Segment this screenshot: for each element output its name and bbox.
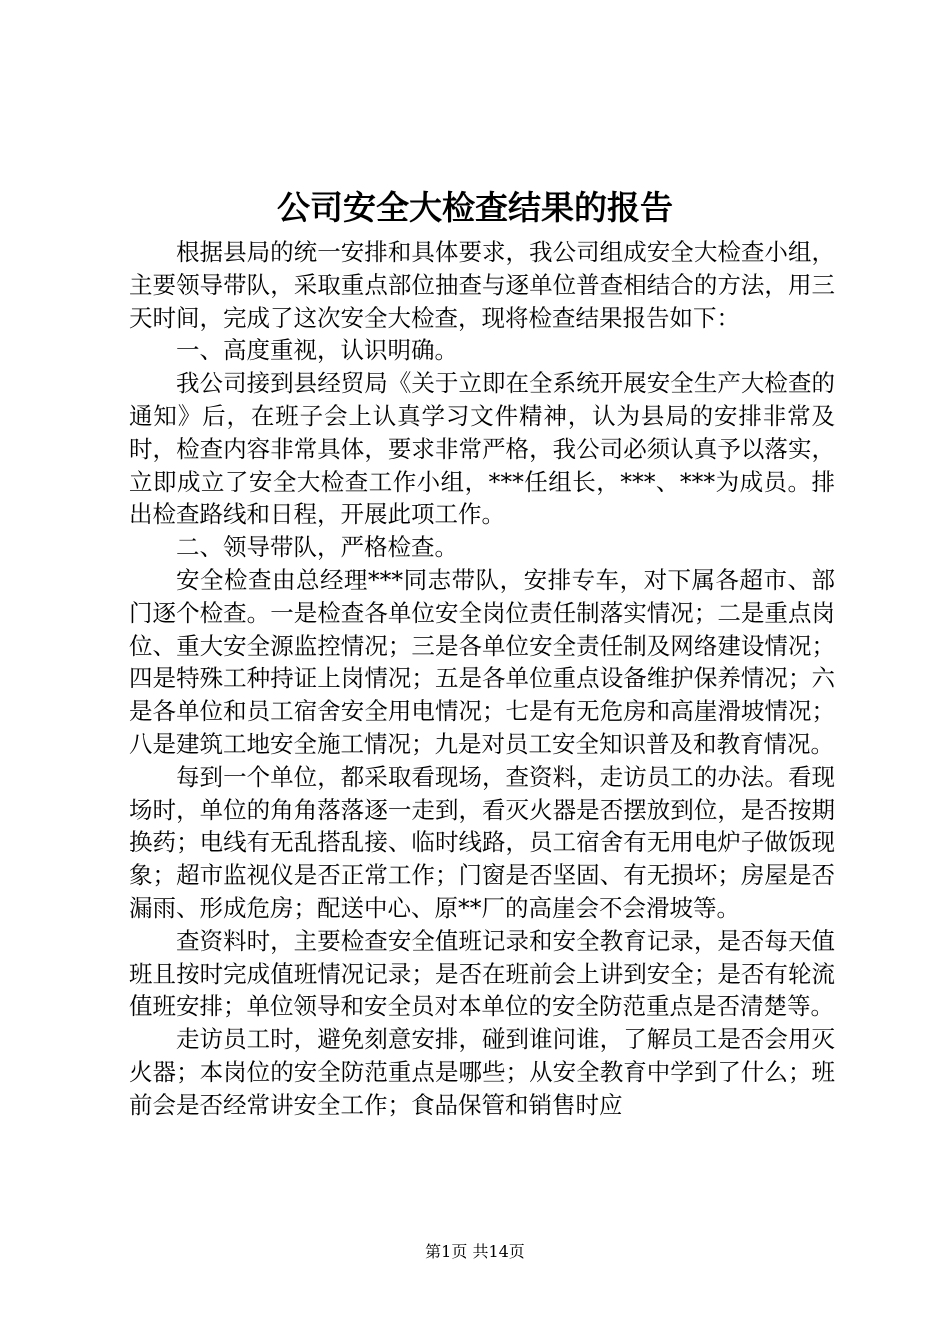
section-heading-1: 一、高度重视，认识明确。 (176, 336, 458, 365)
paragraph-site-visit: 每到一个单位，都采取看现场，查资料，走访员工的办法。看现场时，单位的角角落落逐一走到，看灭火器是否摆放到位，是否按期换药；电线有无乱搭乱接、临时线路，员工宿舍有无用电炉子做饭现象；超市监视仪是否正常工作；门窗是否坚固、有无损坏；房屋是否漏雨、形成危房；配送中心、原**厂的高崖会不会滑坡等。 (129, 762, 835, 922)
document-title: 公司安全大检查结果的报告 (277, 188, 673, 227)
paragraph-intro: 根据县局的统一安排和具体要求，我公司组成安全大检查小组，主要领导带队，采取重点部位抽查与逐单位普查相结合的方法，用三天时间，完成了这次安全大检查，现将检查结果报告如下： (129, 238, 835, 332)
paragraph-staff-interviews: 走访员工时，避免刻意安排，碰到谁问谁，了解员工是否会用灭火器；本岗位的安全防范重点是哪些；从安全教育中学到了什么；班前会是否经常讲安全工作；食品保管和销售时应 (129, 1025, 835, 1119)
document-body (129, 236, 835, 1122)
paragraph-records-check: 查资料时，主要检查安全值班记录和安全教育记录，是否每天值班且按时完成值班情况记录；是否在班前会上讲到安全；是否有轮流值班安排；单位领导和安全员对本单位的安全防范重点是否清楚等。 (129, 926, 835, 1021)
section-heading-2: 二、领导带队，严格检查。 (176, 533, 458, 562)
paragraph-inspection-items: 安全检查由总经理***同志带队，安排专车，对下属各超市、部门逐个检查。一是检查各单位安全岗位责任制落实情况；二是重点岗位、重大安全源监控情况；三是各单位安全责任制及网络建设情况；四是特殊工种持证上岗情况；五是各单位重点设备维护保养情况；六是各单位和员工宿舍安全用电情况；七是有无危房和高崖滑坡情况；八是建筑工地安全施工情况；九是对员工安全知识普及和教育情况。 (129, 565, 835, 758)
page-number-footer: 第1页 共14页 (425, 1242, 525, 1261)
paragraph-section-1: 我公司接到县经贸局《关于立即在全系统开展安全生产大检查的通知》后，在班子会上认真学习文件精神，认为县局的安排非常及时，检查内容非常具体，要求非常严格，我公司必须认真予以落实，立即成立了安全大检查工作小组，***任组长，***、***为成员。排出检查路线和日程，开展此项工作。 (129, 369, 835, 529)
